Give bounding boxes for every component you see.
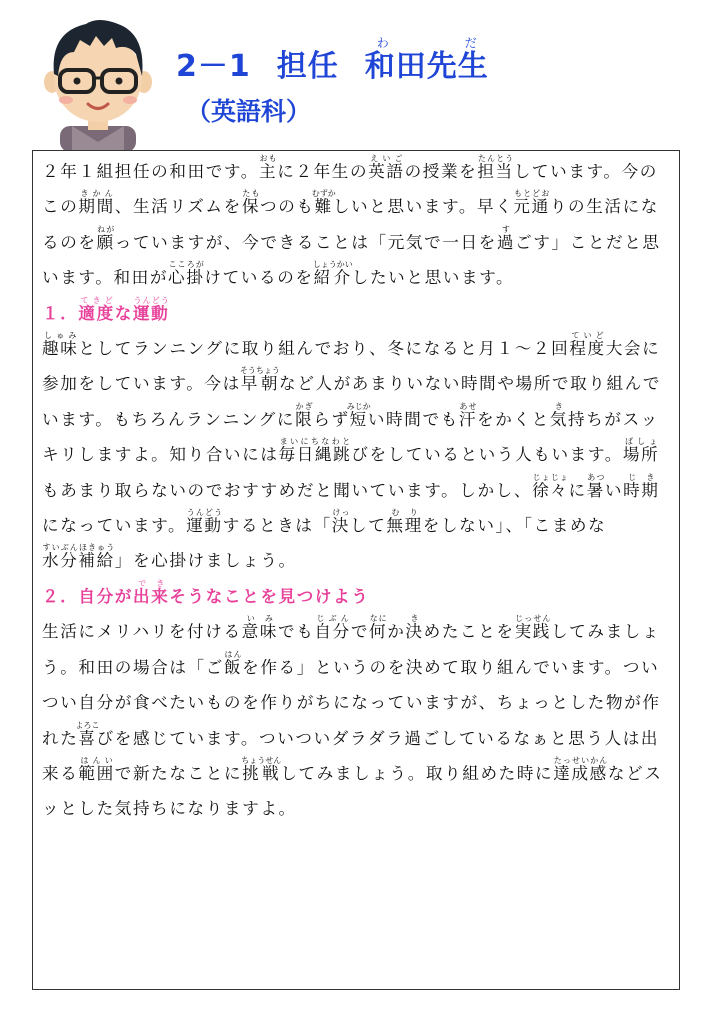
- article-body: [42, 154, 672, 827]
- intro-paragraph: ２年１組担任の和田です。主おもに２年生の英語えいごの授業を担当たんとうしています。今のこの期間きかん、生活リズムを保たもつのも難むずかしいと思います。早く元通もとどおりの生活になるのを願ねがっていますが、今できることは「元気で一日を過すごす」ことだと思います。和田が心掛こころがけているのを紹介しょうかいしたいと思います。: [42, 154, 661, 288]
- section-paragraph-exercise: 趣味しゅみとしてランニングに取り組んでおり、冬になると月１～２回程度ていど大会に参加をしています。今は早朝そうちょうなど人があまりいない時間や場所で取り組んでいます。もちろんランニングに限かぎらず短みじかい時間でも汗あせをかくと気き持ちがスッキリしますよ。知り合いには毎日縄跳まいにちなわとびをしているという人もいます。場所ばしょもあまり取らないのでおすすめだと聞いています。しかし、徐々じょじょに暑あつい時期じきになっています。運動うんどうするときは「決けっして無理むりをしない」、「こまめな水分補給すいぶんほきゅう」を心掛けましょう。: [42, 331, 662, 571]
- teacher-avatar-illustration: [40, 14, 156, 150]
- class-name: 2－1: [176, 49, 251, 84]
- teacher-name: 和田先生わだ: [364, 36, 489, 84]
- teacher-role: 担任: [276, 49, 339, 84]
- section-heading-exercise: １．適度てきどな運動うんどう: [42, 295, 170, 323]
- page-title: [176, 36, 489, 85]
- section-paragraph-find-things: 生活にメリハリを付ける意味いみでも自分じぶんで何なにか決きめたことを実践じっせんしてみましょう。和田の場合は「ご飯はんを作る」というのを決めて取り組んでいます。ついつい自分が食べたいものを作りがちになっていますが、ちょっとした物が作れた喜よろこびを感じています。ついついダラダラ過ごしているなぁと思う人は出来る範囲はんいで新たなことに挑戦ちょうせんしてみましょう。取り組めた時に達成感たっせいかんなどスッとした気持ちになりますよ。: [42, 614, 663, 819]
- section-heading-find-things: ２．自分が出来できそうなことを見つけよう: [42, 578, 370, 606]
- subject-label: （英語科）: [186, 97, 312, 126]
